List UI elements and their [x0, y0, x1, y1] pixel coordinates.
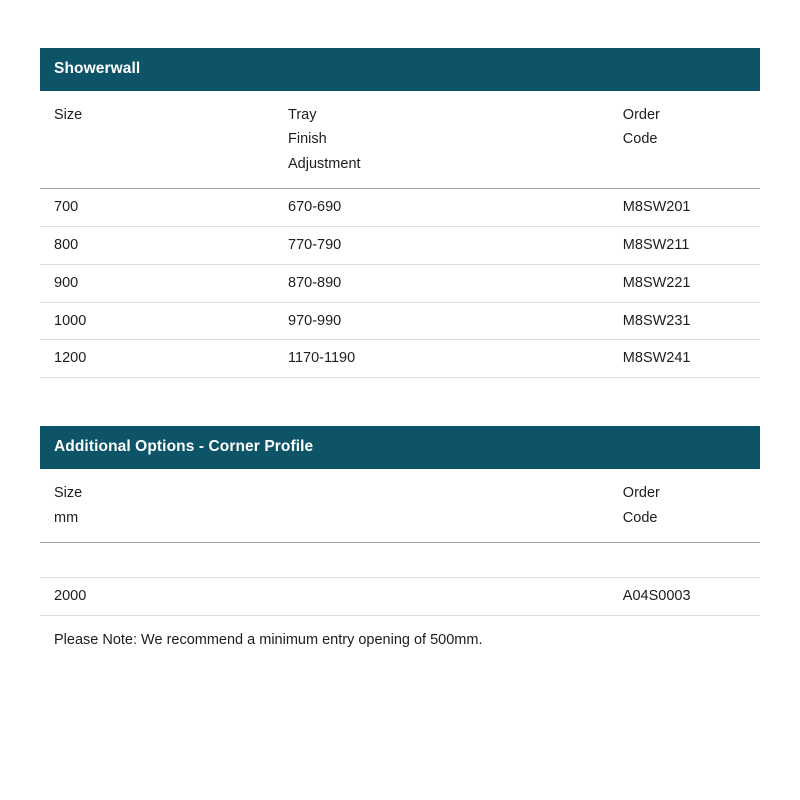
cell-size: 700: [40, 189, 274, 227]
column-header-tray-line-1: Tray: [288, 107, 317, 123]
cell-size: 2000: [40, 578, 609, 616]
column-header-size-line-1: Size: [54, 485, 83, 502]
cell-size: 900: [40, 264, 274, 302]
showerwall-table-body: [40, 189, 760, 378]
showerwall-table-title: Showerwall: [40, 48, 760, 91]
table-row: [40, 302, 760, 340]
column-header-tray-line-3: Adjustment: [288, 155, 361, 172]
column-header-size: [40, 91, 274, 189]
cell-order-code: M8SW221: [609, 264, 760, 302]
corner-profile-table-body: [40, 543, 760, 616]
corner-profile-table-head: [40, 469, 760, 542]
table-row: [40, 340, 760, 378]
column-header-order-line-2: Code: [622, 131, 658, 148]
corner-profile-table: [40, 469, 760, 616]
table-row: [40, 264, 760, 302]
table-header-row: [40, 91, 760, 189]
table-header-row: [40, 469, 760, 542]
cell-adjustment: 1170-1190: [274, 340, 609, 378]
cell-adjustment: 770-790: [274, 226, 609, 264]
corner-profile-table-block: [40, 426, 760, 650]
table-row: [40, 189, 760, 227]
column-header-size-line-1: Size: [54, 107, 83, 123]
column-header-tray-finish-adjustment: [274, 91, 609, 189]
cell-order-code: A04S0003: [609, 578, 760, 616]
spacer-cell: [609, 543, 760, 578]
table-row: [40, 226, 760, 264]
corner-profile-table-title: Additional Options - Corner Profile: [40, 426, 760, 469]
cell-order-code: M8SW241: [609, 340, 760, 378]
cell-adjustment: 870-890: [274, 264, 609, 302]
table-row: [40, 578, 760, 616]
column-header-size-line-2: mm: [54, 509, 79, 526]
cell-order-code: M8SW231: [609, 302, 760, 340]
showerwall-table-head: [40, 91, 760, 189]
column-header-order-line-1: Order: [622, 107, 660, 123]
column-header-order-code: [609, 469, 760, 542]
table-spacer-row: [40, 543, 760, 578]
showerwall-table: [40, 91, 760, 378]
column-header-tray-line-2: Finish: [288, 131, 327, 148]
column-header-order-line-1: Order: [622, 485, 660, 502]
please-note-text: Please Note: We recommend a minimum entry opening of 500mm.: [54, 631, 483, 648]
column-header-size-mm: [40, 469, 609, 542]
column-header-order-line-2: Code: [622, 509, 658, 526]
cell-order-code: M8SW211: [609, 226, 760, 264]
cell-size: 1200: [40, 340, 274, 378]
column-header-order-code: [609, 91, 760, 189]
cell-size: 800: [40, 226, 274, 264]
cell-size: 1000: [40, 302, 274, 340]
spacer-cell: [40, 543, 609, 578]
cell-adjustment: 670-690: [274, 189, 609, 227]
cell-adjustment: 970-990: [274, 302, 609, 340]
showerwall-table-block: [40, 48, 760, 378]
cell-order-code: M8SW201: [609, 189, 760, 227]
